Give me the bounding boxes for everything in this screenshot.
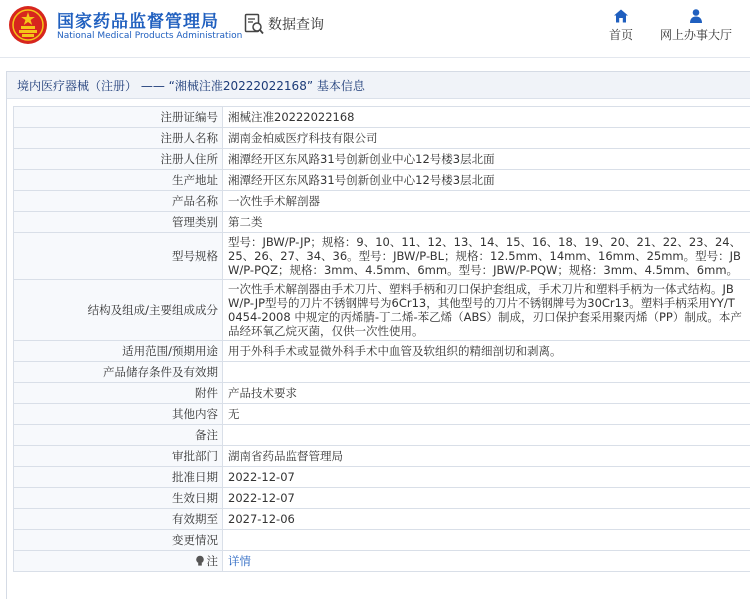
row-label: 变更情况	[14, 530, 223, 551]
person-icon	[688, 8, 704, 24]
data-search-icon	[244, 13, 264, 35]
panel-title: 境内医疗器械（注册） —— “湘械注准20222022168” 基本信息	[7, 72, 750, 99]
note-row	[14, 551, 750, 572]
note-label-cell	[14, 551, 223, 572]
row-label: 有效期至	[14, 509, 223, 530]
device-info-panel	[6, 71, 750, 599]
device-info-table	[13, 106, 750, 572]
row-label: 生产地址	[14, 170, 223, 191]
table-row	[14, 404, 750, 425]
table-row	[14, 212, 750, 233]
table-row	[14, 362, 750, 383]
table-row	[14, 383, 750, 404]
note-label: 注	[206, 554, 218, 568]
row-value: 用于外科手术或显微外科手术中血管及软组织的精细剖切和剥离。	[223, 341, 750, 362]
row-label: 注册证编号	[14, 107, 223, 128]
site-name-en[interactable]: National Medical Products Administration	[57, 31, 243, 41]
row-value: 型号：JBW/P-JP；规格：9、10、11、12、13、14、15、16、18、19、20、21、22、23、24、25、26、27、34、36。型号：JBW/P-BL；规格：12.5mm、14mm、16mm、25mm。型号：JBW/P-PQZ；规格：3mm、4.5mm、6mm。型号：JBW/P-PQW；规格：3mm、4.5mm、6mm。	[223, 233, 750, 280]
table-row	[14, 446, 750, 467]
row-value	[223, 362, 750, 383]
row-value: 第二类	[223, 212, 750, 233]
row-label: 注册人住所	[14, 149, 223, 170]
row-label: 生效日期	[14, 488, 223, 509]
table-row	[14, 425, 750, 446]
data-query-link[interactable]	[244, 12, 324, 36]
site-header	[0, 0, 750, 58]
row-value	[223, 425, 750, 446]
site-name-cn[interactable]: 国家药品监督管理局	[57, 12, 219, 32]
row-label: 审批部门	[14, 446, 223, 467]
row-value: 湖南金柏威医疗科技有限公司	[223, 128, 750, 149]
row-value: 2027-12-06	[223, 509, 750, 530]
table-row	[14, 280, 750, 341]
table-row	[14, 128, 750, 149]
lightbulb-icon	[195, 555, 205, 567]
row-label: 产品储存条件及有效期	[14, 362, 223, 383]
table-row	[14, 170, 750, 191]
table-row	[14, 191, 750, 212]
row-value: 产品技术要求	[223, 383, 750, 404]
row-value: 湘潭经开区东风路31号创新创业中心12号楼3层北面	[223, 170, 750, 191]
table-row	[14, 488, 750, 509]
row-value: 2022-12-07	[223, 488, 750, 509]
row-value: 湘潭经开区东风路31号创新创业中心12号楼3层北面	[223, 149, 750, 170]
row-value: 2022-12-07	[223, 467, 750, 488]
table-row	[14, 530, 750, 551]
row-label: 适用范围/预期用途	[14, 341, 223, 362]
row-label: 型号规格	[14, 233, 223, 280]
row-label: 注册人名称	[14, 128, 223, 149]
table-row	[14, 341, 750, 362]
table-row	[14, 149, 750, 170]
row-value	[223, 530, 750, 551]
row-value: 一次性手术解剖器	[223, 191, 750, 212]
row-label: 管理类别	[14, 212, 223, 233]
row-label: 产品名称	[14, 191, 223, 212]
nav-online-service-hall[interactable]	[654, 8, 738, 48]
table-row	[14, 467, 750, 488]
row-label: 附件	[14, 383, 223, 404]
row-value: 湘械注准20222022168	[223, 107, 750, 128]
row-value: 无	[223, 404, 750, 425]
row-label: 结构及组成/主要组成成分	[14, 280, 223, 341]
nav-home-label: 首页	[608, 28, 633, 42]
home-icon	[613, 8, 629, 24]
national-emblem-logo[interactable]	[8, 5, 48, 45]
row-label: 备注	[14, 425, 223, 446]
details-link[interactable]: 详情	[228, 554, 251, 568]
nav-online-service-hall-label: 网上办事大厅	[659, 28, 732, 42]
row-value: 一次性手术解剖器由手术刀片、塑料手柄和刃口保护套组成，手术刀片和塑料手柄为一体式结构。JBW/P-JP型号的刀片不锈钢牌号为6Cr13，其他型号的刀片不锈钢牌号为30Cr13。塑料手柄采用YY/T 0454-2008 中规定的丙烯腈-丁二烯-苯乙烯（ABS）制成，刃口保护套采用聚丙烯（PP）制成。本产品经环氧乙烷灭菌，仅供一次性使用。	[223, 280, 750, 341]
note-value-cell	[223, 551, 750, 572]
data-query-label: 数据查询	[268, 17, 324, 33]
nav-home[interactable]	[603, 8, 639, 48]
row-label: 批准日期	[14, 467, 223, 488]
row-value: 湖南省药品监督管理局	[223, 446, 750, 467]
table-row	[14, 509, 750, 530]
row-label: 其他内容	[14, 404, 223, 425]
table-row	[14, 107, 750, 128]
table-row	[14, 233, 750, 280]
